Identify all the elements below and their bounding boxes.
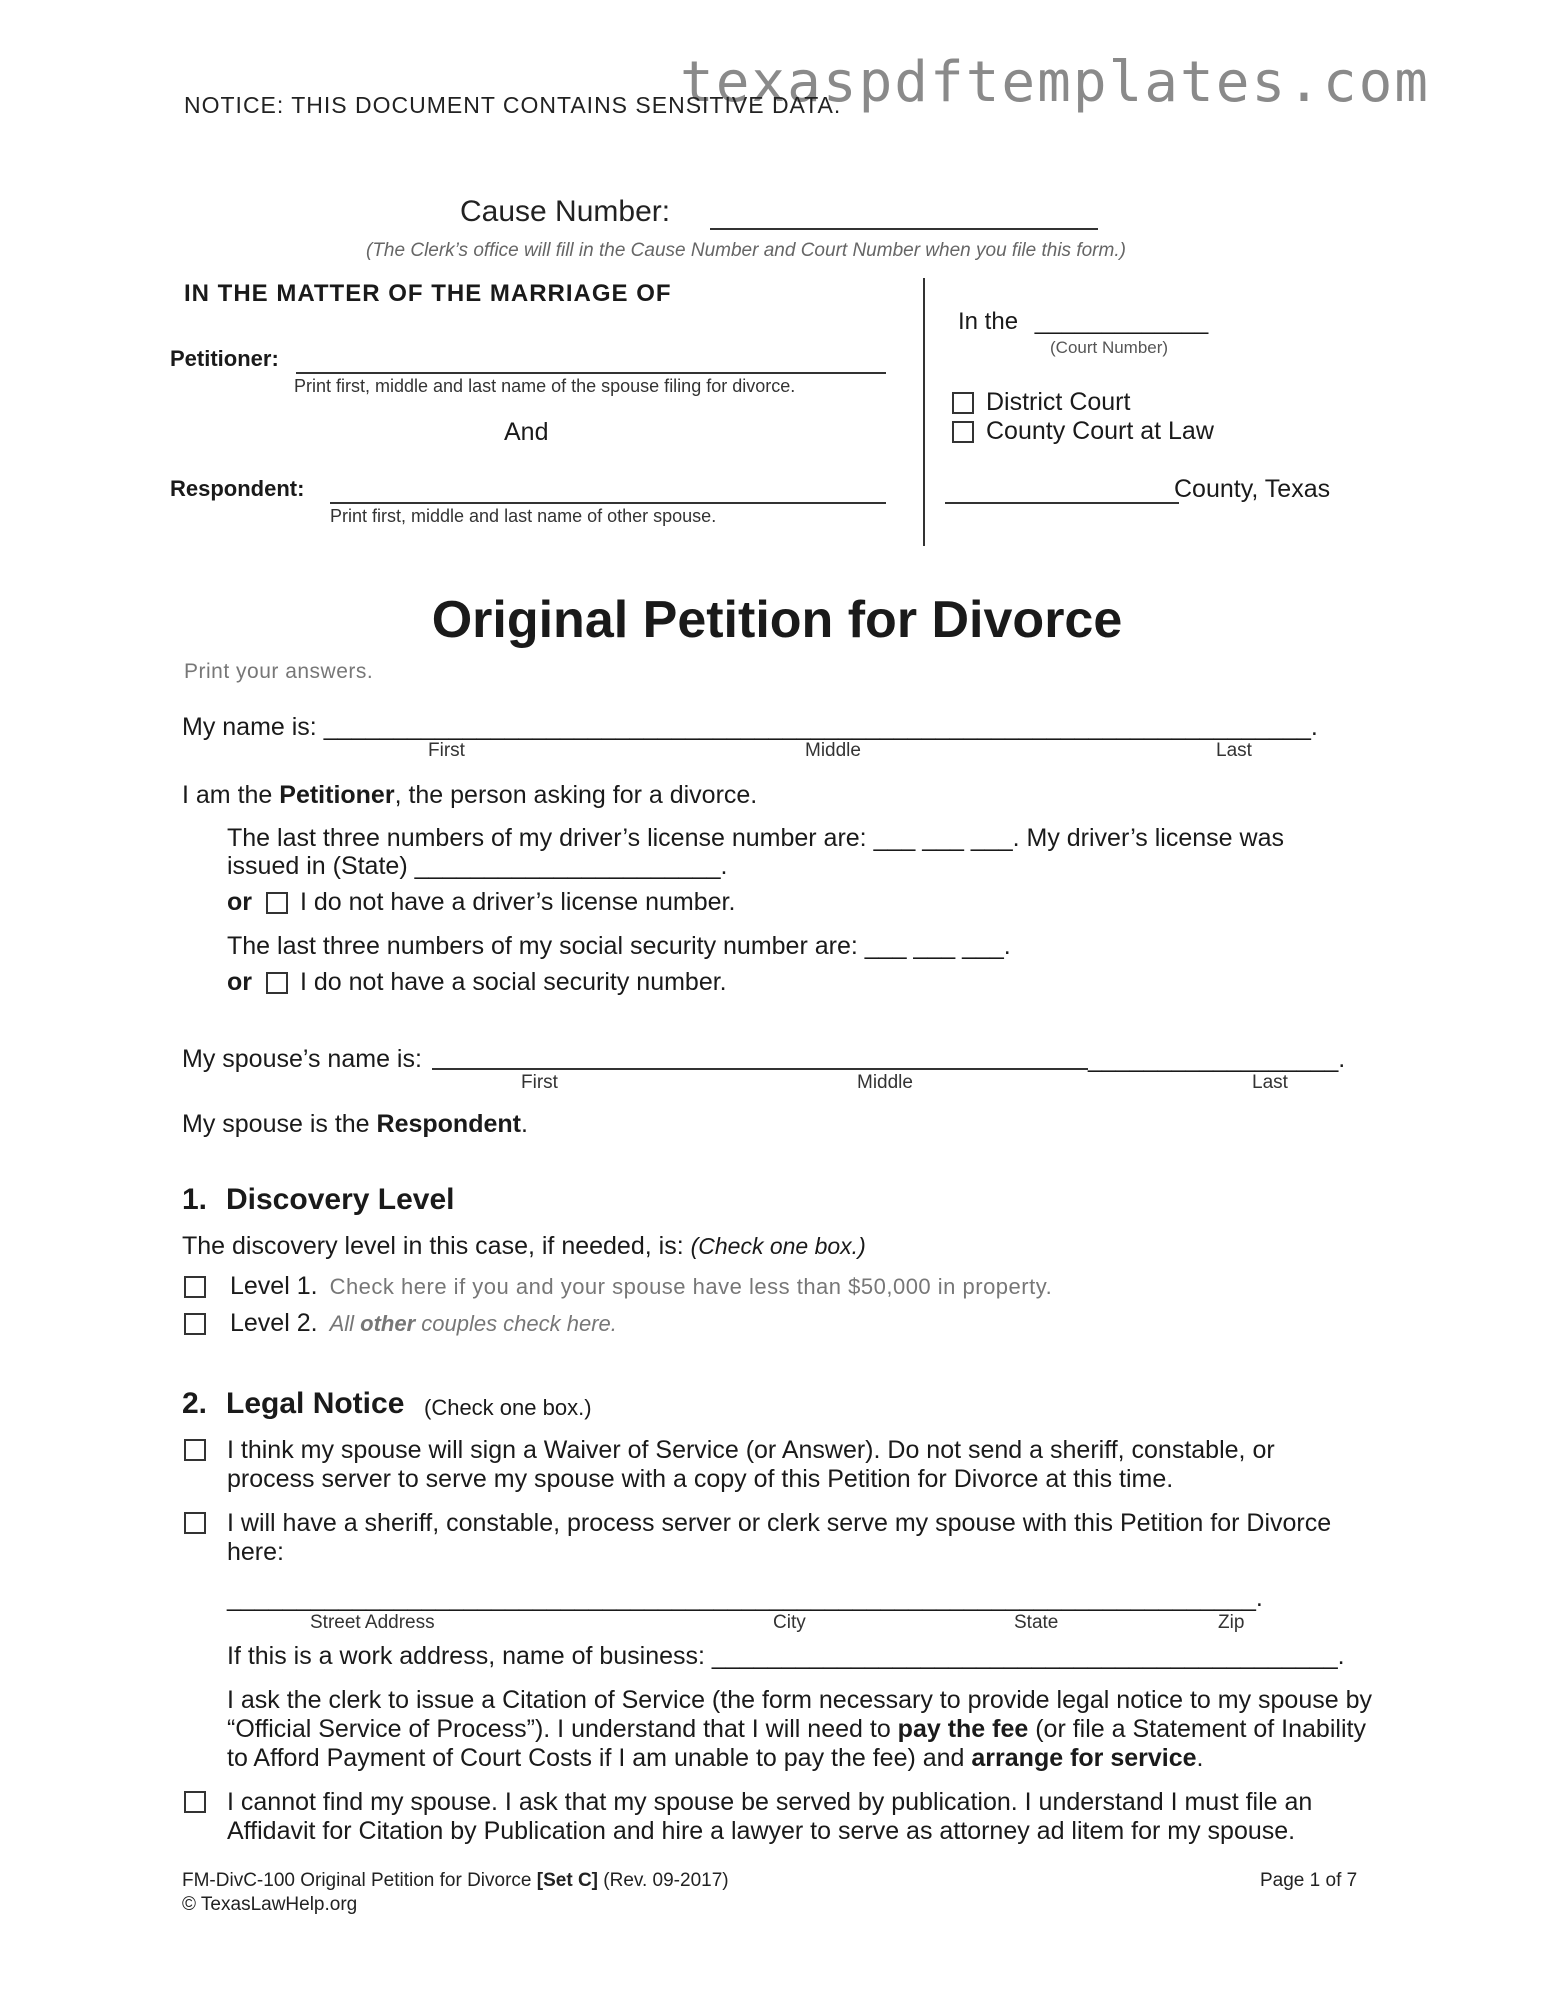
publication-checkbox[interactable] bbox=[184, 1791, 206, 1813]
level2-checkbox[interactable] bbox=[184, 1313, 206, 1335]
sensitive-data-notice: NOTICE: THIS DOCUMENT CONTAINS SENSITIVE DATA. bbox=[184, 92, 842, 118]
district-court-option[interactable]: District Court bbox=[952, 388, 1130, 417]
cause-number-field[interactable] bbox=[710, 228, 1098, 230]
court-number-field[interactable]: _____________ bbox=[1034, 308, 1209, 335]
citation-line2: “Official Service of Process”). I understand that I will need to pay the fee (or file a Statement of Inability bbox=[227, 1715, 1366, 1743]
respondent-name-field[interactable] bbox=[330, 502, 886, 504]
respondent-statement: My spouse is the Respondent. bbox=[182, 1110, 528, 1138]
copyright: © TexasLawHelp.org bbox=[182, 1894, 358, 1915]
petitioner-statement: I am the Petitioner, the person asking for a divorce. bbox=[182, 781, 758, 809]
publication-option-line2: Affidavit for Citation by Publication and hire a lawyer to serve as attorney ad litem for my spouse. bbox=[227, 1817, 1296, 1845]
caption-divider bbox=[923, 278, 925, 546]
court-number-caption: (Court Number) bbox=[1050, 338, 1169, 357]
discovery-intro: The discovery level in this case, if needed, is: (Check one box.) bbox=[182, 1232, 866, 1260]
watermark: texaspdftemplates.com bbox=[680, 50, 1431, 115]
county-court-checkbox[interactable] bbox=[952, 421, 974, 443]
discovery-section-number: 1. bbox=[182, 1183, 208, 1216]
no-ssn-checkbox[interactable] bbox=[266, 972, 288, 994]
my-name-middle-caption: Middle bbox=[805, 740, 861, 761]
serve-option-line2: here: bbox=[227, 1538, 284, 1566]
no-drivers-license-checkbox[interactable] bbox=[266, 892, 288, 914]
citation-line3: to Afford Payment of Court Costs if I am unable to pay the fee) and arrange for service. bbox=[227, 1744, 1204, 1772]
zip-caption: Zip bbox=[1218, 1612, 1245, 1633]
respondent-caption: Print first, middle and last name of other spouse. bbox=[330, 506, 717, 526]
county-court-option[interactable]: County Court at Law bbox=[952, 417, 1214, 446]
spouse-name-field[interactable] bbox=[432, 1068, 1088, 1070]
spouse-first-caption: First bbox=[521, 1072, 558, 1093]
spouse-name-field-tail[interactable]: __________________. bbox=[1088, 1045, 1346, 1073]
legal-notice-instruction: (Check one box.) bbox=[424, 1395, 592, 1420]
spouse-middle-caption: Middle bbox=[857, 1072, 913, 1093]
petitioner-caption: Print first, middle and last name of the spouse filing for divorce. bbox=[294, 376, 796, 396]
drivers-license-line1[interactable]: The last three numbers of my driver’s license number are: ___ ___ ___. My driver’s license was bbox=[227, 824, 1284, 852]
serve-checkbox[interactable] bbox=[184, 1512, 206, 1534]
petitioner-label: Petitioner: bbox=[170, 346, 279, 371]
print-answers-note: Print your answers. bbox=[184, 660, 374, 683]
citation-line1: I ask the clerk to issue a Citation of Service (the form necessary to provide legal notice to my spouse by bbox=[227, 1686, 1372, 1714]
ssn-line[interactable]: The last three numbers of my social security number are: ___ ___ ___. bbox=[227, 932, 1011, 960]
form-id: FM-DivC-100 Original Petition for Divorce [Set C] (Rev. 09-2017) bbox=[182, 1870, 729, 1891]
my-name-first-caption: First bbox=[428, 740, 465, 761]
matter-heading: IN THE MATTER OF THE MARRIAGE OF bbox=[184, 280, 672, 307]
publication-option-line1: I cannot find my spouse. I ask that my spouse be served by publication. I understand I must file an bbox=[227, 1788, 1313, 1816]
my-name-line: My name is: _______________________________________________________________________. bbox=[182, 713, 1318, 741]
serve-option-line1: I will have a sheriff, constable, process server or clerk serve my spouse with this Petition for Divorce bbox=[227, 1509, 1332, 1537]
street-caption: Street Address bbox=[310, 1612, 435, 1633]
in-the-label: In the _____________ bbox=[958, 308, 1209, 335]
waiver-option-line2: process server to serve my spouse with a copy of this Petition for Divorce at this time. bbox=[227, 1465, 1174, 1493]
clerk-note: (The Clerk’s office will fill in the Cause Number and Court Number when you file this form.) bbox=[366, 240, 1126, 261]
drivers-license-line2[interactable]: issued in (State) ______________________. bbox=[227, 852, 728, 880]
waiver-checkbox[interactable] bbox=[184, 1439, 206, 1461]
legal-notice-heading: Legal Notice bbox=[226, 1387, 405, 1420]
work-address-field[interactable]: If this is a work address, name of business: _____________________________________________. bbox=[227, 1642, 1345, 1670]
district-court-checkbox[interactable] bbox=[952, 392, 974, 414]
my-name-last-caption: Last bbox=[1216, 740, 1252, 761]
waiver-option-line1: I think my spouse will sign a Waiver of Service (or Answer). Do not send a sheriff, constable, or bbox=[227, 1436, 1275, 1464]
county-name-field[interactable] bbox=[945, 502, 1179, 504]
spouse-last-caption: Last bbox=[1252, 1072, 1288, 1093]
petitioner-name-field[interactable] bbox=[296, 372, 886, 374]
and-label: And bbox=[504, 418, 549, 446]
cause-number-label: Cause Number: bbox=[460, 195, 671, 228]
my-name-field[interactable]: _______________________________________________________________________. bbox=[323, 713, 1318, 741]
page-title: Original Petition for Divorce bbox=[431, 591, 1123, 649]
discovery-section-heading: Discovery Level bbox=[226, 1183, 455, 1216]
address-field[interactable]: __________________________________________________________________________. bbox=[227, 1584, 1263, 1612]
county-texas-label: County, Texas bbox=[1174, 475, 1331, 503]
discovery-level2-option[interactable]: Level 2. All other couples check here. bbox=[184, 1309, 617, 1338]
legal-notice-section-number: 2. bbox=[182, 1387, 208, 1420]
no-ssn-option[interactable]: or I do not have a social security number. bbox=[227, 968, 727, 996]
city-caption: City bbox=[773, 1612, 806, 1633]
discovery-level1-option[interactable]: Level 1. Check here if you and your spouse have less than $50,000 in property. bbox=[184, 1272, 1052, 1301]
spouse-name-label: My spouse’s name is: bbox=[182, 1045, 422, 1073]
page-number: Page 1 of 7 bbox=[1260, 1870, 1358, 1891]
no-drivers-license-option[interactable]: or I do not have a driver’s license number. bbox=[227, 888, 736, 916]
respondent-label: Respondent: bbox=[170, 476, 305, 501]
level1-checkbox[interactable] bbox=[184, 1276, 206, 1298]
state-caption: State bbox=[1014, 1612, 1059, 1633]
